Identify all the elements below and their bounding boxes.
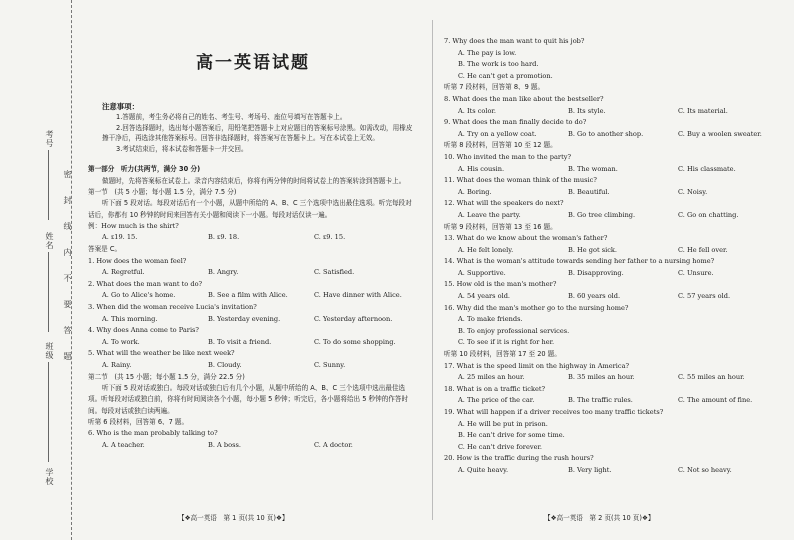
option: A. Leave the party. bbox=[458, 210, 521, 219]
question-options bbox=[444, 187, 784, 199]
question-options bbox=[444, 245, 784, 257]
question: 10. Who invited the man to the party? bbox=[444, 152, 571, 161]
option: B. He got sick. bbox=[568, 245, 617, 254]
option: C. Yesterday afternoon. bbox=[314, 314, 393, 323]
option: B. Beautiful. bbox=[568, 187, 610, 196]
question: 13. What do we know about the woman's father? bbox=[444, 234, 608, 243]
question: 18. What is on a traffic ticket? bbox=[444, 384, 546, 393]
option: A. 54 years old. bbox=[458, 292, 511, 301]
option: C. 55 miles an hour. bbox=[678, 373, 745, 382]
option: B. He can't drive for some time. bbox=[458, 431, 565, 440]
option: C. Have dinner with Alice. bbox=[314, 291, 402, 300]
example-question: 例：How much is the shirt? bbox=[88, 221, 179, 230]
binding-label-class: 班级 bbox=[45, 342, 54, 360]
page-footer-left: 【❖高一英语 第 1 页(共 10 页)❖】 bbox=[178, 514, 289, 522]
binding-line bbox=[48, 150, 49, 220]
option: A. The pay is low. bbox=[458, 48, 517, 57]
right-question-list bbox=[444, 36, 784, 477]
option: B. 60 years old. bbox=[568, 292, 621, 301]
section2-intro: 听下面 5 段对话或独白。每段对话或独白后有几个小题，从题中所给的 A、B、C 三个选项中选出最佳选项。听每段对话或独白前，你将有时间阅读各个小题，每小题 5 秒钟；听完后，各小题将给出 5 秒钟的作答时间。每段对话或独白读两遍。 bbox=[88, 384, 409, 415]
option: B. Its style. bbox=[568, 106, 606, 115]
option: B. The work is too hard. bbox=[458, 60, 539, 69]
option: B. To enjoy professional services. bbox=[458, 326, 570, 335]
option: A. 25 miles an hour. bbox=[458, 373, 525, 382]
question: 14. What is the woman's attitude towards sending her father to a nursing home? bbox=[444, 257, 715, 266]
question-options bbox=[444, 129, 784, 141]
question: 20. How is the traffic during the rush hours? bbox=[444, 454, 594, 463]
question-options bbox=[88, 290, 418, 302]
question-options bbox=[444, 291, 784, 303]
option: C. To see if it is right for her. bbox=[458, 338, 555, 347]
question: 4. Why does Anna come to Paris? bbox=[88, 326, 199, 335]
question-options bbox=[444, 372, 784, 384]
option: C. Sunny. bbox=[314, 360, 346, 369]
question-options bbox=[444, 164, 784, 176]
notice-item: 2.回答选择题时，选出每小题答案后，用铅笔把答题卡上对应题目的答案标号涂黑。如需改动，用橡皮擦干净后，再选涂其他答案标号。回答非选择题时，将答案写在答题卡上。写在本试卷上无效。 bbox=[102, 123, 413, 142]
option: B. A boss. bbox=[208, 440, 241, 449]
material-instruction: 听第 6 段材料，回答第 6、7 题。 bbox=[88, 417, 189, 426]
option: C. ₤9. 15. bbox=[314, 233, 346, 242]
section1-intro: 听下面 5 段对话。每段对话后有一个小题，从题中所给的 A、B、C 三个选项中选出最佳选项。听完每段对话后，你都有 10 秒钟的时间来回答有关小题和阅读下一小题。每段对话仅读一遍。 bbox=[88, 199, 412, 219]
section1-heading: 第一节 (共 5 小题；每小题 1.5 分，满分 7.5 分) bbox=[88, 187, 237, 196]
question-options bbox=[88, 440, 418, 452]
question: 9. What does the man finally decide to do? bbox=[444, 118, 587, 127]
option: C. Not so heavy. bbox=[678, 465, 732, 474]
question: 11. What does the woman think of the music? bbox=[444, 176, 597, 185]
binding-label-name: 姓名 bbox=[45, 232, 54, 250]
notice-item: 1.答题前，考生务必将自己的姓名、考生号、考场号、座位号填写在答题卡上。 bbox=[116, 113, 347, 121]
question-options bbox=[444, 395, 784, 407]
notice-heading: 注意事项： bbox=[102, 102, 139, 111]
option: A. This morning. bbox=[102, 314, 158, 323]
option: B. Angry. bbox=[208, 268, 239, 277]
option: C. Noisy. bbox=[678, 187, 708, 196]
material-instruction: 听第 10 段材料，回答第 17 至 20 题。 bbox=[444, 350, 561, 359]
option: C. To do some shopping. bbox=[314, 337, 396, 346]
option: A. ₤19. 15. bbox=[102, 233, 138, 242]
option: C. He fell over. bbox=[678, 245, 728, 254]
option: B. See a film with Alice. bbox=[208, 291, 288, 300]
option: B. Yesterday evening. bbox=[208, 314, 281, 323]
notice-item: 3.考试结束后，将本试卷和答题卡一并交回。 bbox=[116, 144, 248, 153]
option: A. Boring. bbox=[458, 187, 492, 196]
option: B. ₤9. 18. bbox=[208, 233, 240, 242]
binding-label-school: 学校 bbox=[45, 468, 54, 486]
option: C. Go on chatting. bbox=[678, 210, 739, 219]
question-options bbox=[88, 360, 418, 372]
option: A. Regretful. bbox=[102, 268, 145, 277]
example-options bbox=[88, 232, 418, 244]
option: B. The traffic rules. bbox=[568, 396, 633, 405]
seal-line-text: 密封线内不要答题 bbox=[63, 170, 72, 378]
option: A. A teacher. bbox=[102, 440, 145, 449]
right-column bbox=[444, 0, 784, 540]
part1-heading: 第一部分 听力(共两节，满分 30 分) bbox=[88, 165, 201, 173]
option: C. He can't get a promotion. bbox=[458, 71, 553, 80]
option: C. Satisfied. bbox=[314, 268, 355, 277]
option: B. Go to another shop. bbox=[568, 129, 644, 138]
question: 19. What will happen if a driver receives too many traffic tickets? bbox=[444, 408, 664, 416]
question-options bbox=[444, 106, 784, 118]
left-column bbox=[88, 0, 418, 540]
column-divider bbox=[432, 20, 433, 520]
notice bbox=[88, 101, 418, 154]
option: A. Its color. bbox=[458, 106, 496, 115]
option: B. Disapproving. bbox=[568, 268, 624, 277]
page-footer-right: 【❖高一英语 第 2 页(共 10 页)❖】 bbox=[544, 514, 655, 522]
option: A. Quite heavy. bbox=[458, 465, 509, 474]
option: B. Cloudy. bbox=[208, 360, 242, 369]
option: C. A doctor. bbox=[314, 440, 353, 449]
option: C. The amount of fine. bbox=[678, 396, 753, 405]
page-title: 高一英语试题 bbox=[196, 53, 310, 73]
question: 2. What does the man want to do? bbox=[88, 279, 203, 288]
option: B. Very light. bbox=[568, 465, 612, 474]
option: C. 57 years old. bbox=[678, 292, 731, 301]
option: C. His classmate. bbox=[678, 164, 736, 173]
material-instruction: 听第 9 段材料，回答第 13 至 16 题。 bbox=[444, 222, 557, 231]
question-options bbox=[444, 268, 784, 280]
option: A. The price of the car. bbox=[458, 396, 535, 405]
material-instruction: 听第 7 段材料，回答第 8、9 题。 bbox=[444, 83, 545, 92]
part1-intro: 做题时，先将答案标在试卷上。录音内容结束后，你将有两分钟的时间将试卷上的答案转涂到答题卡上。 bbox=[102, 176, 406, 185]
example-answer: 答案是 C。 bbox=[88, 244, 122, 253]
question: 15. How old is the man's mother? bbox=[444, 280, 557, 289]
question: 16. Why did the man's mother go to the nursing home? bbox=[444, 303, 629, 312]
option: A. To work. bbox=[102, 337, 140, 346]
question: 1. How does the woman feel? bbox=[88, 256, 187, 265]
option: A. He will be put in prison. bbox=[458, 419, 548, 428]
option: A. Supportive. bbox=[458, 268, 506, 277]
option: C. Its material. bbox=[678, 106, 728, 115]
option: C. Unsure. bbox=[678, 268, 714, 277]
option: A. His cousin. bbox=[458, 164, 505, 173]
binding-line bbox=[48, 252, 49, 332]
question: 3. When did the woman receive Lucia's invitation? bbox=[88, 302, 257, 311]
material-instruction: 听第 8 段材料，回答第 10 至 12 题。 bbox=[444, 141, 557, 150]
question: 8. What does the man like about the bestseller? bbox=[444, 94, 604, 103]
option: B. The woman. bbox=[568, 164, 618, 173]
question: 17. What is the speed limit on the highway in America? bbox=[444, 361, 630, 370]
option: B. To visit a friend. bbox=[208, 337, 272, 346]
option: A. Go to Alice's home. bbox=[102, 291, 176, 300]
question-options bbox=[88, 337, 418, 349]
binding-label-exam-number: 考号 bbox=[45, 130, 54, 148]
question: 5. What will the weather be like next week? bbox=[88, 349, 235, 358]
question: 12. What will the speakers do next? bbox=[444, 199, 564, 208]
question-options bbox=[444, 210, 784, 222]
option: A. Try on a yellow coat. bbox=[458, 129, 537, 138]
option: A. He felt lonely. bbox=[458, 245, 514, 254]
binding-line bbox=[48, 362, 49, 462]
option: A. To make friends. bbox=[458, 315, 523, 324]
question: 6. Who is the man probably talking to? bbox=[88, 429, 218, 438]
question-options bbox=[88, 267, 418, 279]
question-options bbox=[88, 314, 418, 326]
binding-margin bbox=[0, 0, 72, 540]
question: 7. Why does the man want to quit his job? bbox=[444, 37, 585, 45]
option: B. Go tree climbing. bbox=[568, 210, 636, 219]
section2-heading: 第二节 (共 15 小题；每小题 1.5 分，满分 22.5 分) bbox=[88, 372, 245, 381]
option: C. He can't drive forever. bbox=[458, 442, 542, 451]
option: C. Buy a woolen sweater. bbox=[678, 129, 762, 138]
option: A. Rainy. bbox=[102, 360, 132, 369]
option: B. 35 miles an hour. bbox=[568, 373, 635, 382]
question-options bbox=[444, 465, 784, 477]
